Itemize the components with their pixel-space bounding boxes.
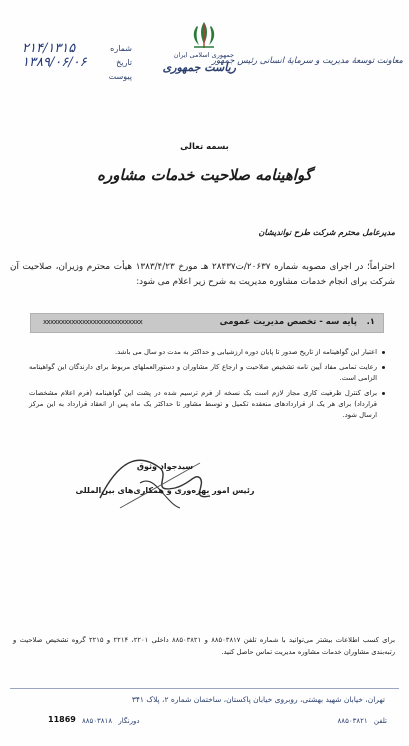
grade-mask: xxxxxxxxxxxxxxxxxxxxxxxxxxxx [43,318,143,326]
signature-scribble [80,438,240,518]
condition-item: اعتبار این گواهینامه از تاریخ صدور تا پایان دوره ارزشیابی و حداکثر به مدت دو سال می باشد. [29,347,385,358]
telephone-value: ۸۸۵۰۳۸۲۱ [337,717,368,725]
state-name-small: جمهوری اسلامی ایران [173,51,234,59]
letter-date-label: تاریخ [116,58,132,67]
document-reference: 11869 [48,715,76,724]
telephone-label: تلفن [373,717,387,725]
attachment-row [22,72,132,84]
attachment-label: پیوست [108,72,132,81]
fax-value: ۸۸۵۰۳۸۱۸ [82,717,113,725]
fax [82,717,140,725]
letter-number-label: شماره [110,44,132,53]
state-name-big: ریاست جمهوری [162,61,236,74]
letter-date-row [22,55,132,72]
certificate-title: گواهینامه صلاحیت خدمات مشاوره [97,166,312,184]
contact-note: برای کسب اطلاعات بیشتر می‌توانید با شماره تلفن ۸۸۵۰۳۸۱۷ و ۸۸۵۰۳۸۲۱ داخلی ۲۲۰۱، ۲۲۱۴ و ۲۲۱۵ گروه تشخیص صلاحیت و رتبه‌بندی مشاوران خدمات مشاوره مدیریت تماس حاصل کنید. [13,636,396,656]
condition-item: رعایت تمامی مفاد آیین نامه تشخیص صلاحیت و ارجاع کار مشاوران و دستورالعملهای مربوط برای دارندگان این گواهینامه الزامی است. [29,362,385,384]
organization-name: معاونت توسعهٔ مدیریت و سرمایهٔ انسانی رئیس جمهور [211,56,403,66]
footer-divider [10,688,399,689]
letter-date-value: ۱۳۸۹/۰۶/۰۶ [22,55,87,70]
grade-specialty-bar [30,313,384,333]
intro-paragraph: احتراماً؛ در اجرای مصوبه شماره ۲۰۶۳۷/ت۲۸۴۳۷ هـ مورخ ۱۳۸۳/۴/۲۳ هیأت محترم وزیران، صلاحیت آن شرکت برای انجام خدمات مشاوره مدیریت به شرح زیر اعلام می شود: [10,262,395,287]
conditions-list [29,347,385,425]
addressee: مدیرعامل محترم شرکت طرح نواندیشان [258,228,395,237]
grade-number: ۱. [366,317,375,327]
grade-label: پایه سه - تخصص مدیریت عمومی [219,317,357,327]
signatory-name: سیدجواد وثوق [136,462,194,471]
condition-item: برای کنترل ظرفیت کاری مجاز لازم است یک نسخه از فرم ترسیم شده در پشت این گواهینامه (فرم اعلام مشخصات قرارداد) برای هر یک از قراردادهای منعقده تکمیل و توسط مشاور تا حداکثر یک ماه پس از انعقاد قرارداد به این مرکز ارسال شود. [29,388,385,421]
letter-number-value: ۲۱۴/۱۳۱۵ [22,41,76,56]
telephone [338,717,387,725]
iran-emblem-icon [184,20,224,52]
bismillah: بسمه تعالی [180,142,229,152]
postal-address: تهران، خیابان شهید بهشتی، روبروی خیابان پاکستان، ساختمان شماره ۲، پلاک ۳۴۱ [131,695,385,704]
fax-label: دورنگار [118,717,140,725]
signatory-title: رئیس امور بهره‌وری و همکاری‌های بین‌المللی [75,486,255,495]
